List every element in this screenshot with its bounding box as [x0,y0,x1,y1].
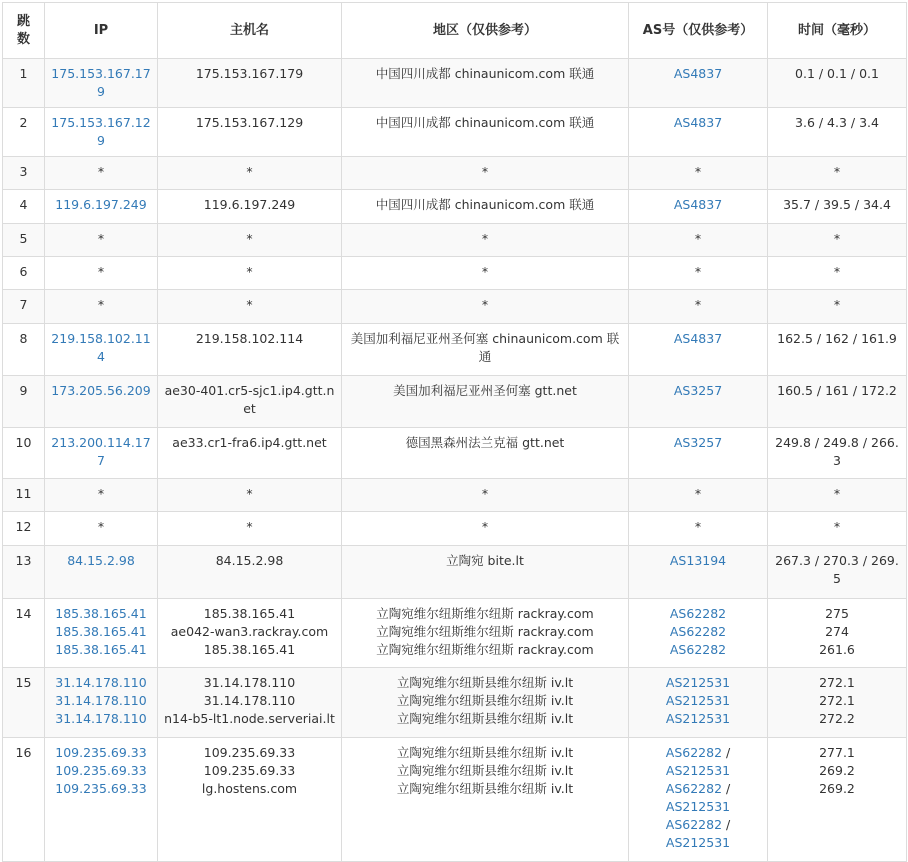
hop-number: 7 [3,290,45,324]
hostname-cell [158,546,342,599]
time-cell-text: 35.7 / 39.5 / 34.4 [783,197,891,212]
ip-cell-link[interactable]: 31.14.178.110 [55,711,147,726]
ip-cell-text: * [97,231,105,246]
hostname-cell-text: * [246,486,253,501]
region-cell [342,546,629,599]
as-link[interactable]: AS13194 [669,553,727,568]
hop-number: 13 [3,546,45,599]
as-link[interactable]: AS62282 / [665,817,731,832]
region-cell [342,190,629,224]
region-cell [342,324,629,376]
hostname-cell [158,108,342,157]
hostname-cell-text: 219.158.102.114 [195,331,304,346]
ip-cell [45,257,158,290]
hostname-cell [158,290,342,324]
time-cell-text: 0.1 / 0.1 / 0.1 [795,66,879,81]
time-cell-text: 162.5 / 162 / 161.9 [777,331,897,346]
ip-cell-text: * [97,264,105,279]
as-link[interactable]: AS212531 [665,693,731,708]
ip-cell [45,190,158,224]
ip-cell [45,668,158,738]
hop-number: 8 [3,324,45,376]
as-cell-text: * [694,297,702,312]
hop-number: 11 [3,479,45,512]
hostname-cell [158,59,342,108]
table-row [3,512,907,546]
time-cell [768,599,907,668]
region-cell-text: * [481,164,489,179]
hostname-cell-text: n14-b5-lt1.node.serveriai.lt [164,711,335,726]
hop-number: 16 [3,738,45,862]
region-cell [342,108,629,157]
as-link[interactable]: AS212531 [665,675,731,690]
as-cell [629,190,768,224]
time-cell-text: * [833,519,841,534]
time-cell [768,59,907,108]
time-cell-text: 160.5 / 161 / 172.2 [777,383,897,398]
hostname-cell-text: 84.15.2.98 [215,553,284,568]
ip-cell-link[interactable]: 119.6.197.249 [55,197,147,212]
hostname-cell-text: 109.235.69.33 [203,763,296,778]
table-row [3,257,907,290]
ip-cell-text: * [97,164,105,179]
region-cell-text: 立陶宛维尔纽斯县维尔纽斯 iv.lt [396,781,574,796]
header-time: 时间（毫秒） [768,3,907,59]
as-link[interactable]: AS4837 [673,197,723,212]
ip-cell-link[interactable]: 175.153.167.179 [51,66,151,99]
region-cell [342,738,629,862]
region-cell-text: 中国四川成都 chinaunicom.com 联通 [375,66,595,81]
ip-cell [45,59,158,108]
hop-number: 15 [3,668,45,738]
table-row [3,738,907,862]
table-row [3,376,907,428]
hop-number: 14 [3,599,45,668]
as-link[interactable]: AS212531 [665,835,731,850]
time-cell-text: 274 [825,624,849,639]
time-cell [768,546,907,599]
hostname-cell-text: 175.153.167.179 [195,66,304,81]
hostname-cell-text: * [246,231,253,246]
region-cell-text: * [481,264,489,279]
region-cell [342,224,629,257]
as-link[interactable]: AS4837 [673,115,723,130]
hostname-cell [158,668,342,738]
ip-cell [45,546,158,599]
time-cell-text: 3.6 / 4.3 / 3.4 [795,115,879,130]
time-cell [768,738,907,862]
table-row [3,108,907,157]
ip-cell-link[interactable]: 185.38.165.41 [55,642,147,657]
as-cell [629,599,768,668]
ip-cell [45,157,158,190]
region-cell [342,257,629,290]
time-cell-text: 269.2 [819,781,855,796]
as-cell [629,546,768,599]
header-hop: 跳数 [3,3,45,59]
hop-number: 10 [3,428,45,479]
region-cell [342,668,629,738]
region-cell [342,157,629,190]
as-separator: / [722,781,731,796]
ip-cell-link[interactable]: 219.158.102.114 [51,331,151,364]
time-cell-text: * [833,164,841,179]
ip-cell [45,738,158,862]
time-cell-text: * [833,297,841,312]
as-cell [629,738,768,862]
as-cell [629,108,768,157]
as-cell-text: * [694,486,702,501]
as-link[interactable]: AS4837 [673,331,723,346]
region-cell-text: 美国加利福尼亚州圣何塞 chinaunicom.com 联通 [350,331,620,364]
as-cell-text: * [694,231,702,246]
hop-number: 3 [3,157,45,190]
hostname-cell [158,224,342,257]
region-cell [342,290,629,324]
as-cell [629,157,768,190]
ip-cell-link[interactable]: 31.14.178.110 [55,675,147,690]
as-link[interactable]: AS4837 [673,66,723,81]
hop-number: 9 [3,376,45,428]
time-cell-text: * [833,231,841,246]
hostname-cell-text: ae30-401.cr5-sjc1.ip4.gtt.net [164,383,335,416]
as-cell [629,376,768,428]
time-cell-text: 272.2 [819,711,855,726]
region-cell [342,512,629,546]
as-link[interactable]: AS212531 [665,711,731,726]
as-cell [629,668,768,738]
region-cell [342,59,629,108]
header-hostname: 主机名 [158,3,342,59]
hop-number: 12 [3,512,45,546]
hostname-cell-text: * [246,164,253,179]
hostname-cell-text: * [246,519,253,534]
as-link[interactable]: AS62282 / [665,745,731,760]
time-cell [768,324,907,376]
ip-cell-link[interactable]: 213.200.114.177 [51,435,151,468]
hostname-cell [158,157,342,190]
as-separator: / [722,745,731,760]
as-link[interactable]: AS62282 [669,642,727,657]
table-row [3,479,907,512]
region-cell-text: 立陶宛维尔纽斯县维尔纽斯 iv.lt [396,693,574,708]
ip-cell [45,108,158,157]
ip-cell-text: * [97,297,105,312]
hostname-cell-text: lg.hostens.com [201,781,298,796]
hostname-cell-text: ae042-wan3.rackray.com [170,624,329,639]
region-cell-text: 立陶宛维尔纽斯县维尔纽斯 iv.lt [396,711,574,726]
table-row [3,599,907,668]
hostname-cell-text: 175.153.167.129 [195,115,304,130]
ip-cell-link[interactable]: 109.235.69.33 [55,781,147,796]
ip-cell [45,479,158,512]
hostname-cell-text: 185.38.165.41 [203,642,296,657]
region-cell-text: * [481,297,489,312]
time-cell [768,224,907,257]
ip-cell-link[interactable]: 109.235.69.33 [55,763,147,778]
region-cell-text: * [481,231,489,246]
as-link[interactable]: AS62282 [669,606,727,621]
as-cell-text: * [694,519,702,534]
hostname-cell-text: 185.38.165.41 [203,606,296,621]
header-ip: IP [45,3,158,59]
as-cell [629,428,768,479]
time-cell-text: 277.1 [819,745,855,760]
as-link[interactable]: AS212531 [665,763,731,778]
ip-cell-link[interactable]: 185.38.165.41 [55,606,147,621]
as-link[interactable]: AS62282 [669,624,727,639]
region-cell-text: 中国四川成都 chinaunicom.com 联通 [375,115,595,130]
hostname-cell-text: 31.14.178.110 [203,693,296,708]
time-cell-text: * [833,264,841,279]
as-cell [629,290,768,324]
as-cell [629,324,768,376]
time-cell [768,668,907,738]
as-cell-text: * [694,264,702,279]
table-row [3,59,907,108]
region-cell-text: 美国加利福尼亚州圣何塞 gtt.net [393,383,577,398]
table-row [3,546,907,599]
hostname-cell-text: 109.235.69.33 [203,745,296,760]
hostname-cell [158,428,342,479]
hop-number: 5 [3,224,45,257]
ip-cell-link[interactable]: 175.153.167.129 [51,115,151,148]
time-cell-text: 261.6 [819,642,855,657]
hostname-cell [158,738,342,862]
time-cell [768,157,907,190]
time-cell [768,376,907,428]
time-cell-text: 269.2 [819,763,855,778]
time-cell [768,290,907,324]
ip-cell [45,290,158,324]
ip-cell [45,376,158,428]
region-cell-text: 立陶宛维尔纽斯维尔纽斯 rackray.com [376,642,594,657]
region-cell-text: 立陶宛维尔纽斯县维尔纽斯 iv.lt [396,763,574,778]
time-cell-text: 275 [825,606,849,621]
region-cell-text: 立陶宛维尔纽斯县维尔纽斯 iv.lt [396,745,574,760]
ip-cell [45,428,158,479]
region-cell-text: 立陶宛维尔纽斯维尔纽斯 rackray.com [376,606,594,621]
hostname-cell [158,257,342,290]
hostname-cell [158,376,342,428]
hostname-cell [158,599,342,668]
ip-cell [45,224,158,257]
region-cell-text: 德国黑森州法兰克福 gtt.net [405,435,565,450]
ip-cell-link[interactable]: 185.38.165.41 [55,624,147,639]
table-body [3,59,907,862]
region-cell-text: 立陶宛维尔纽斯维尔纽斯 rackray.com [376,624,594,639]
as-cell [629,59,768,108]
region-cell-text: 中国四川成都 chinaunicom.com 联通 [375,197,595,212]
as-cell-text: * [694,164,702,179]
header-as: AS号（仅供参考） [629,3,768,59]
as-cell [629,512,768,546]
as-cell [629,257,768,290]
table-row [3,190,907,224]
time-cell [768,257,907,290]
hostname-cell-text: 119.6.197.249 [203,197,296,212]
time-cell [768,108,907,157]
ip-cell-link[interactable]: 173.205.56.209 [51,383,151,398]
region-cell-text: * [481,519,489,534]
as-link[interactable]: AS212531 [665,799,731,814]
hostname-cell [158,479,342,512]
ip-cell-text: * [97,519,105,534]
region-cell [342,599,629,668]
time-cell-text: 272.1 [819,693,855,708]
ip-cell-link[interactable]: 31.14.178.110 [55,693,147,708]
time-cell-text: 267.3 / 270.3 / 269.5 [775,553,899,586]
ip-cell-text: * [97,486,105,501]
as-cell [629,224,768,257]
hostname-cell-text: * [246,264,253,279]
table-row [3,668,907,738]
ip-cell-link[interactable]: 109.235.69.33 [55,745,147,760]
traceroute-table [2,2,907,862]
hostname-cell [158,190,342,224]
as-link[interactable]: AS3257 [673,383,723,398]
table-row [3,224,907,257]
time-cell [768,190,907,224]
header-region: 地区（仅供参考） [342,3,629,59]
as-link[interactable]: AS3257 [673,435,723,450]
hop-number: 4 [3,190,45,224]
region-cell-text: 立陶宛 bite.lt [446,553,524,568]
header-row [3,3,907,59]
hop-number: 1 [3,59,45,108]
hostname-cell-text: 31.14.178.110 [203,675,296,690]
ip-cell [45,324,158,376]
ip-cell-link[interactable]: 84.15.2.98 [67,553,135,568]
region-cell-text: * [481,486,489,501]
as-separator: / [722,817,731,832]
time-cell-text: * [833,486,841,501]
table-row [3,428,907,479]
as-cell [629,479,768,512]
ip-cell [45,512,158,546]
table-row [3,324,907,376]
region-cell [342,376,629,428]
time-cell [768,512,907,546]
hostname-cell-text: ae33.cr1-fra6.ip4.gtt.net [172,435,327,450]
ip-cell [45,599,158,668]
as-link[interactable]: AS62282 / [665,781,731,796]
time-cell-text: 249.8 / 249.8 / 266.3 [775,435,899,468]
hop-number: 2 [3,108,45,157]
table-row [3,157,907,190]
time-cell [768,479,907,512]
time-cell-text: 272.1 [819,675,855,690]
table-header [3,3,907,59]
time-cell [768,428,907,479]
table-row [3,290,907,324]
region-cell-text: 立陶宛维尔纽斯县维尔纽斯 iv.lt [396,675,574,690]
region-cell [342,479,629,512]
hostname-cell [158,324,342,376]
region-cell [342,428,629,479]
hop-number: 6 [3,257,45,290]
hostname-cell-text: * [246,297,253,312]
hostname-cell [158,512,342,546]
